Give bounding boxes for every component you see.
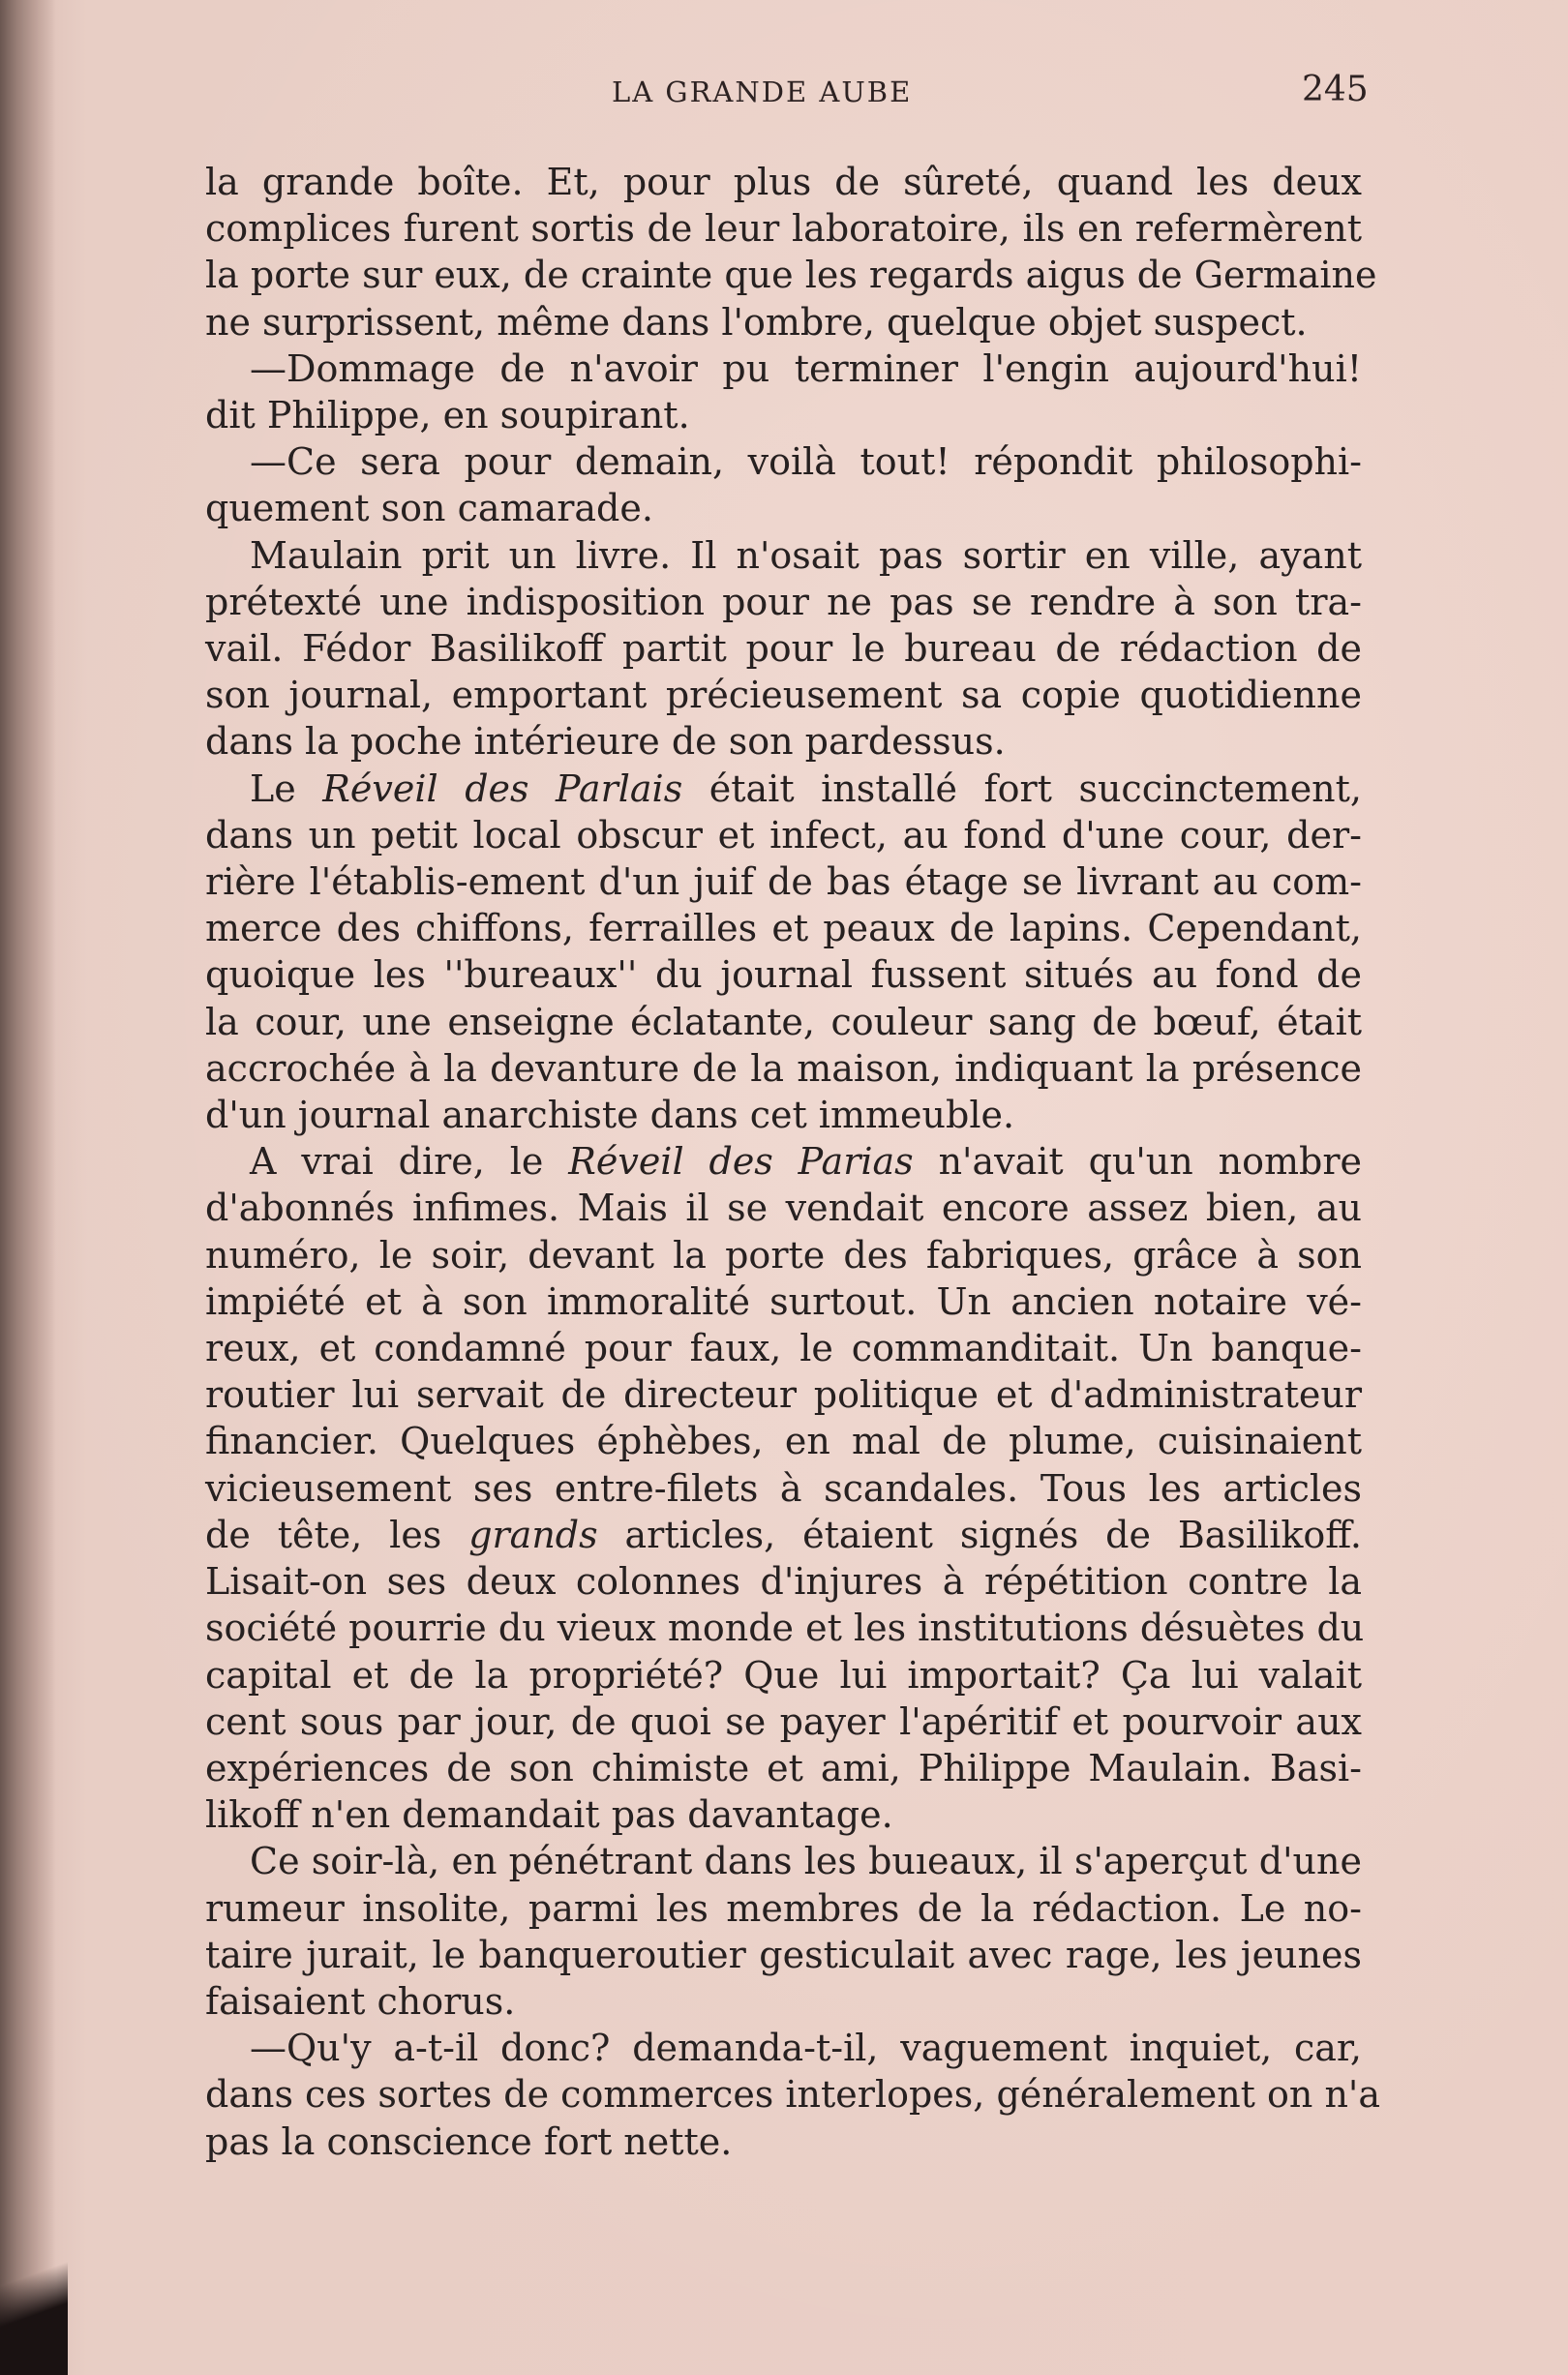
- text-line: société pourrie du vieux monde et les institutions désuètes du: [205, 1607, 1365, 1650]
- text-line: taire jurait, le banqueroutier gesticulait avec rage, les jeunes: [205, 1933, 1362, 1976]
- paragraph: [205, 532, 1362, 766]
- text-line: pas la conscience fort nette.: [205, 2119, 733, 2163]
- text-line: Ce soir-là, en pénétrant dans les buıeaux, il s'aperçut d'une: [250, 1840, 1362, 1883]
- text-line: dans ces sortes de commerces interlopes, généralement on n'a: [205, 2073, 1381, 2117]
- text-line: —Ce sera pour demain, voilà tout! répondit philosophi-: [250, 440, 1362, 484]
- text-line: la porte sur eux, de crainte que les regards aigus de Germaine: [205, 254, 1377, 297]
- text-line: rumeur insolite, parmi les membres de la rédaction. Le no-: [205, 1886, 1362, 1930]
- text-line: capital et de la propriété? Que lui importait? Ça lui valait: [205, 1653, 1362, 1697]
- text-line: son journal, emportant précieusement sa copie quotidienne: [205, 674, 1362, 717]
- text-line: faisaient chorus.: [205, 1979, 516, 2023]
- text-line: la grande boîte. Et, pour plus de sûreté, quand les deux: [205, 161, 1362, 203]
- text-line: likoff n'en demandait pas davantage.: [205, 1793, 893, 1837]
- paragraph: [205, 2025, 1381, 2165]
- text-line: Lisait-on ses deux colonnes d'injures à répétition contre la: [205, 1560, 1362, 1604]
- text-line: routier lui servait de directeur politique et d'administrateur: [205, 1373, 1362, 1417]
- text-line: de tête, les grands articles, étaient signés de Basilikoff.: [205, 1513, 1362, 1556]
- paragraph: [205, 1138, 1365, 1838]
- book-spine-shadow: [0, 0, 56, 2375]
- text-line: vicieusement ses entre-filets à scandales. Tous les articles: [205, 1466, 1362, 1510]
- text-line: numéro, le soir, devant la porte des fabriques, grâce à son: [205, 1233, 1362, 1277]
- text-line: d'un journal anarchiste dans cet immeuble.: [205, 1094, 1015, 1137]
- text-line: —Dommage de n'avoir pu terminer l'engin aujourd'hui!: [250, 346, 1362, 390]
- text-line: accrochée à la devanture de la maison, indiquant la présence: [205, 1046, 1362, 1090]
- body-text: [205, 159, 1381, 2165]
- text-line: —Qu'y a-t-il donc? demanda-t-il, vaguement inquiet, car,: [250, 2027, 1362, 2070]
- text-line: quement son camarade.: [205, 487, 653, 530]
- text-line: quoique les ''bureaux'' du journal fussent situés au fond de: [205, 953, 1362, 997]
- text-line: cent sous par jour, de quoi se payer l'apéritif et pourvoir aux: [205, 1699, 1362, 1743]
- paragraph: [205, 766, 1362, 1139]
- text-line: Maulain prit un livre. Il n'osait pas sortir en ville, ayant: [250, 533, 1362, 577]
- text-line: dans un petit local obscur et infect, au fond d'une cour, der-: [205, 813, 1362, 857]
- text-line: prétexté une indisposition pour ne pas se rendre à son tra-: [205, 580, 1362, 623]
- text-line: reux, et condamné pour faux, le commanditait. Un banque-: [205, 1327, 1362, 1370]
- text-line: rière l'établis-ement d'un juif de bas étage se livrant au com-: [205, 860, 1362, 904]
- text-line: merce des chiffons, ferrailles et peaux de lapins. Cependant,: [205, 907, 1362, 950]
- text-line: la cour, une enseigne éclatante, couleur sang de bœuf, était: [205, 1000, 1362, 1043]
- text-line: expériences de son chimiste et ami, Philippe Maulain. Basi-: [205, 1746, 1362, 1789]
- paragraph: [205, 1838, 1362, 2025]
- text-line: dit Philippe, en soupirant.: [205, 394, 690, 437]
- text-line: complices furent sortis de leur laboratoire, ils en refermèrent: [205, 207, 1362, 251]
- page-corner-shadow: [0, 2210, 68, 2375]
- page-number: 245: [1302, 70, 1369, 109]
- text-line: ne surprissent, même dans l'ombre, quelque objet suspect.: [205, 300, 1308, 344]
- paragraph: [205, 159, 1377, 346]
- running-title: LA GRANDE AUBE: [612, 75, 913, 108]
- text-line: Le Réveil des Parlais était installé fort succinctement,: [250, 767, 1363, 810]
- text-line: dans la poche intérieure de son pardessus.: [205, 720, 1006, 764]
- paragraph: [205, 438, 1362, 531]
- text-line: d'abonnés infimes. Mais il se vendait encore assez bien, au: [205, 1187, 1362, 1230]
- text-line: financier. Quelques éphèbes, en mal de plume, cuisinaient: [205, 1420, 1362, 1463]
- paragraph: [205, 346, 1362, 438]
- text-line: vail. Fédor Basilikoff partit pour le bureau de rédaction de: [205, 627, 1362, 671]
- text-line: impiété et à son immoralité surtout. Un ancien notaire vé-: [205, 1279, 1362, 1323]
- text-line: A vrai dire, le Réveil des Parias n'avait qu'un nombre: [250, 1140, 1362, 1184]
